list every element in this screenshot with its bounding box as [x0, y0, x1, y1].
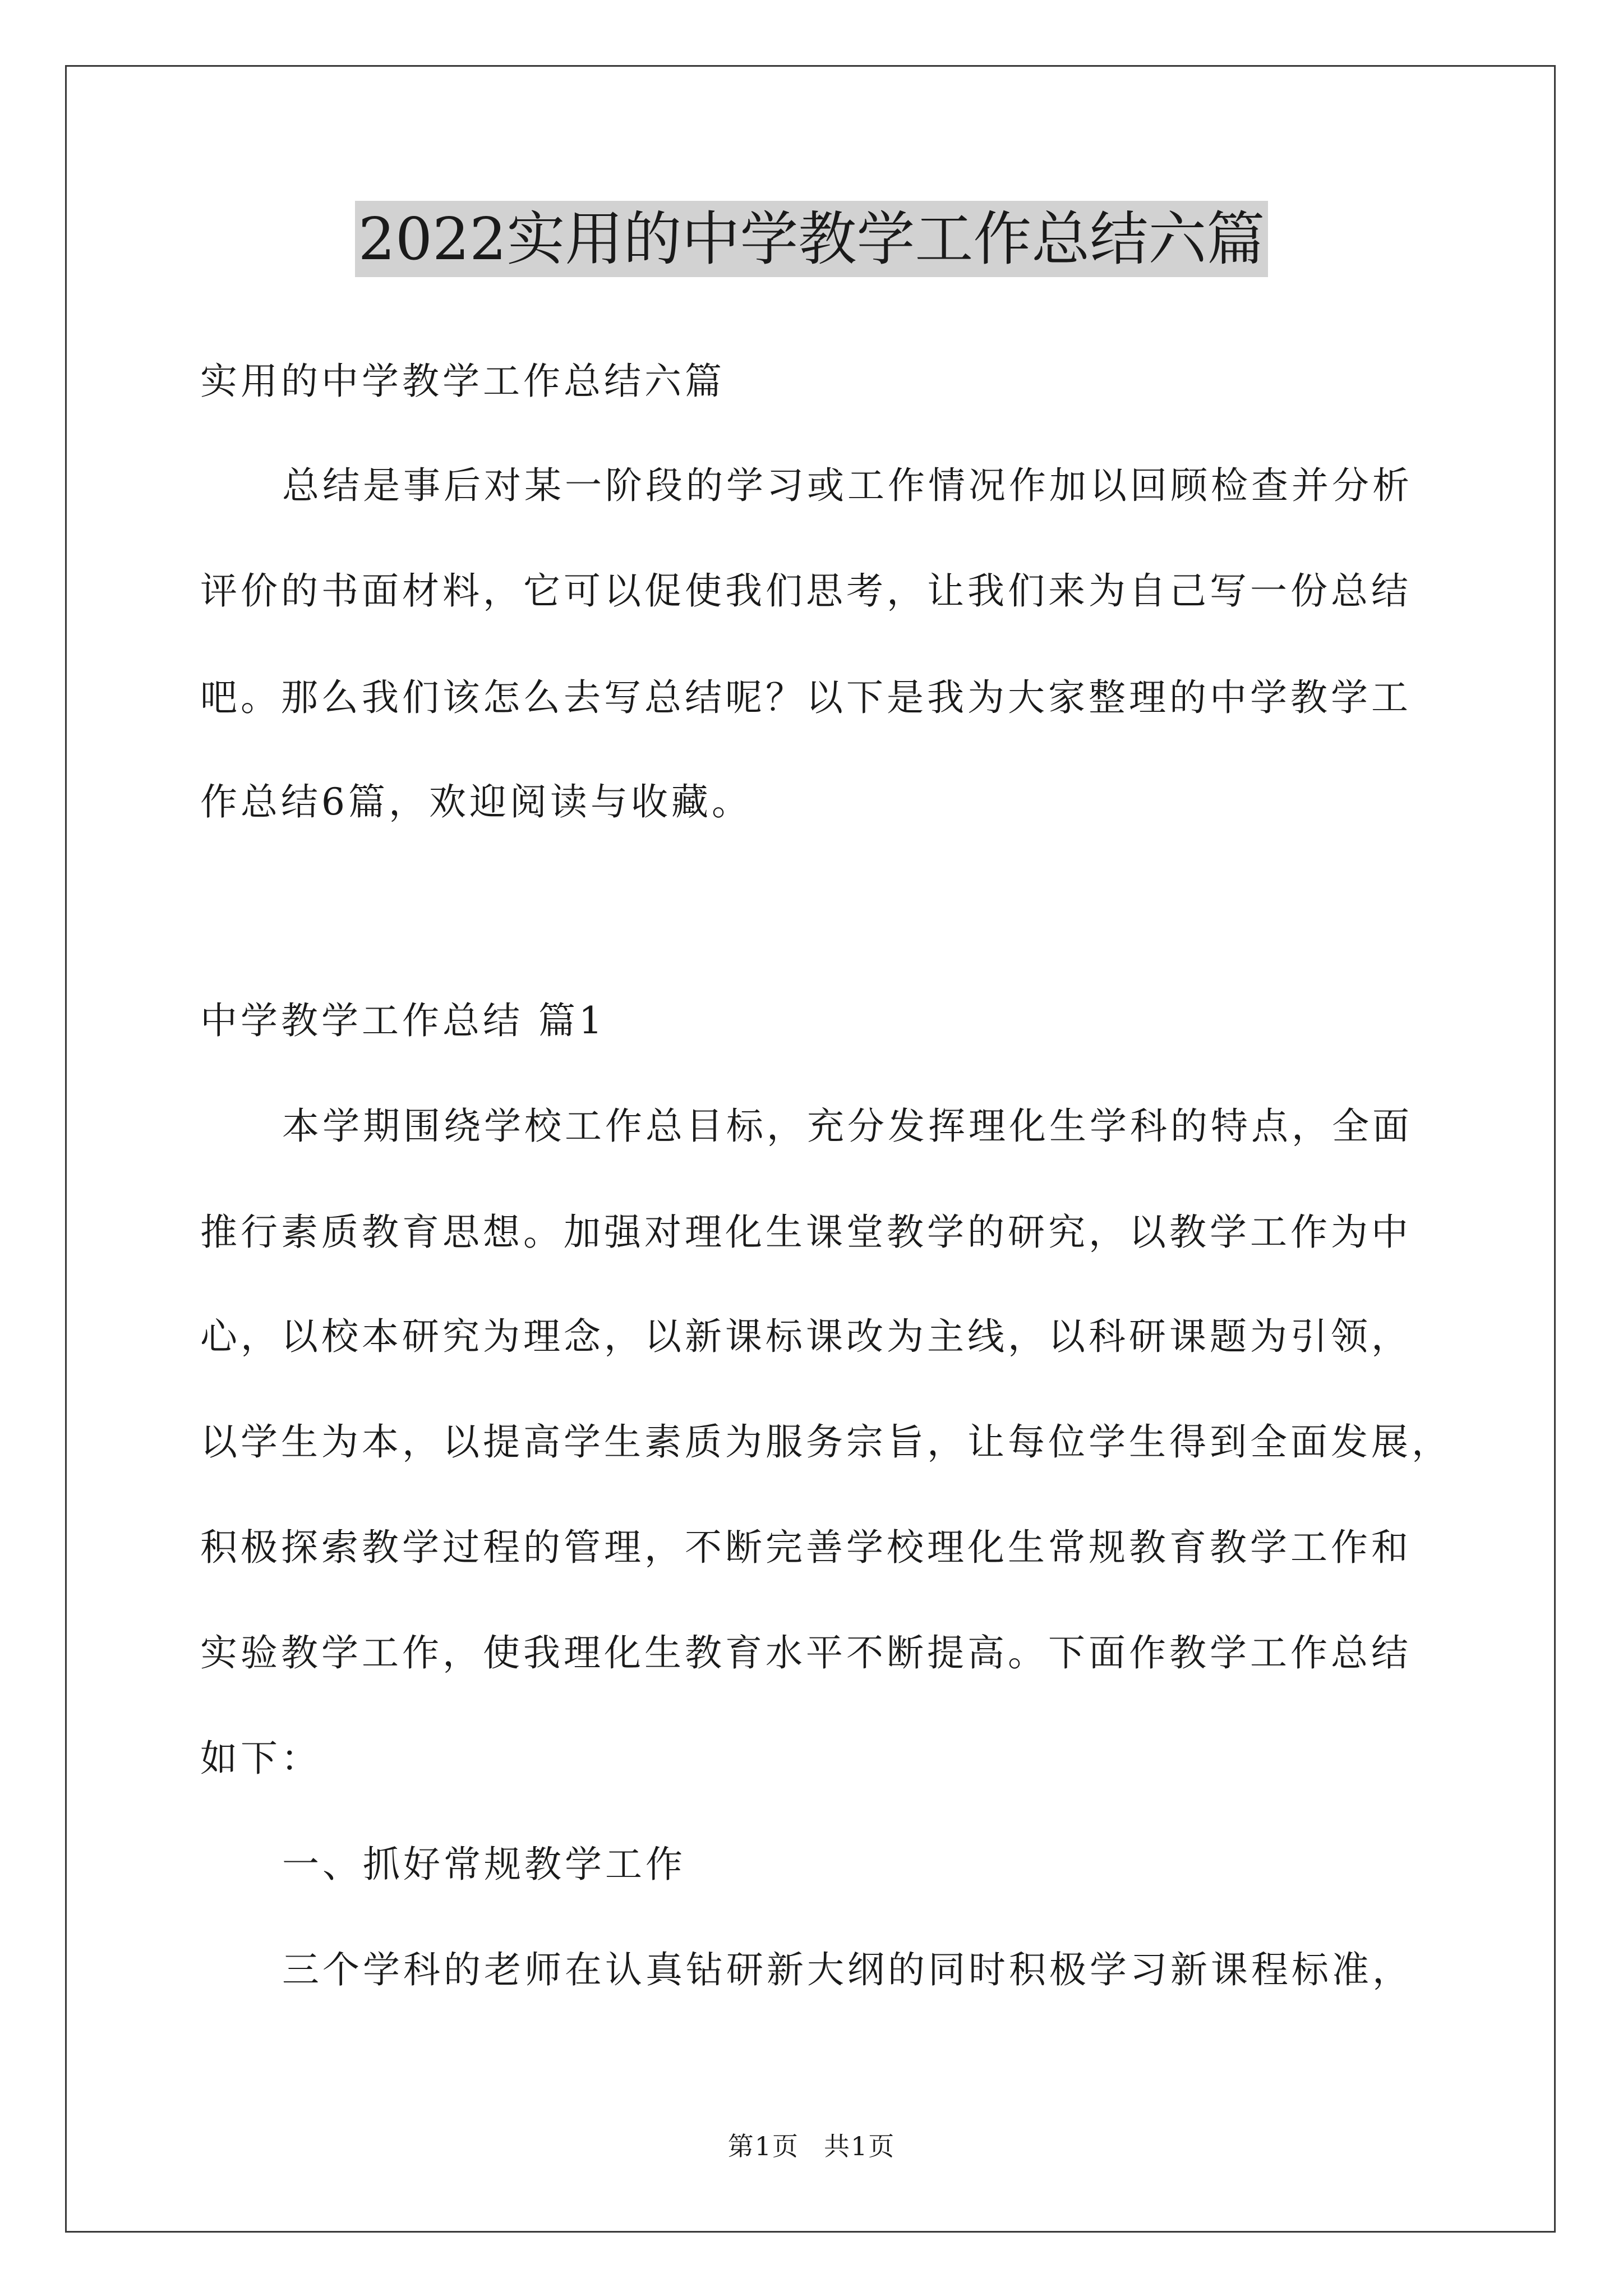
paragraph-line: 本学期围绕学校工作总目标，充分发挥理化生学科的特点，全面: [282, 1105, 1413, 1148]
paragraph-line: 吧。那么我们该怎么去写总结呢？以下是我为大家整理的中学教学工: [200, 676, 1412, 719]
page-number-total: 共1页: [824, 2131, 896, 2161]
document-title: 2022实用的中学教学工作总结六篇: [355, 201, 1269, 277]
subtitle-line: 实用的中学教学工作总结六篇: [200, 360, 725, 403]
paragraph-line: 如下：: [200, 1737, 321, 1780]
paragraph-line: 心，以校本研究为理念，以新课标课改为主线，以科研课题为引领，: [200, 1315, 1412, 1358]
paragraph-line: 作总结6篇，欢迎阅读与收藏。: [200, 780, 752, 823]
paragraph-line: 以学生为本，以提高学生素质为服务宗旨，让每位学生得到全面发展，: [200, 1420, 1452, 1464]
paragraph-line: 积极探索教学过程的管理，不断完善学校理化生常规教育教学工作和: [200, 1526, 1412, 1569]
paragraph-line: 总结是事后对某一阶段的学习或工作情况作加以回顾检查并分析: [282, 464, 1413, 507]
paragraph-line: 评价的书面材料，它可以促使我们思考，让我们来为自己写一份总结: [200, 569, 1412, 613]
paragraph-line: 推行素质教育思想。加强对理化生课堂教学的研究，以教学工作为中: [200, 1211, 1412, 1254]
title-container: [0, 201, 1623, 277]
subsection-heading: 一、抓好常规教学工作: [282, 1843, 686, 1886]
paragraph-line: 实验教学工作，使我理化生教育水平不断提高。下面作教学工作总结: [200, 1631, 1412, 1674]
section-heading: 中学教学工作总结 篇1: [200, 999, 606, 1042]
page-footer: [0, 2131, 1623, 2162]
paragraph-line: 三个学科的老师在认真钻研新大纲的同时积极学习新课程标准，: [282, 1948, 1413, 1991]
page-number-current: 第1页: [727, 2131, 799, 2161]
